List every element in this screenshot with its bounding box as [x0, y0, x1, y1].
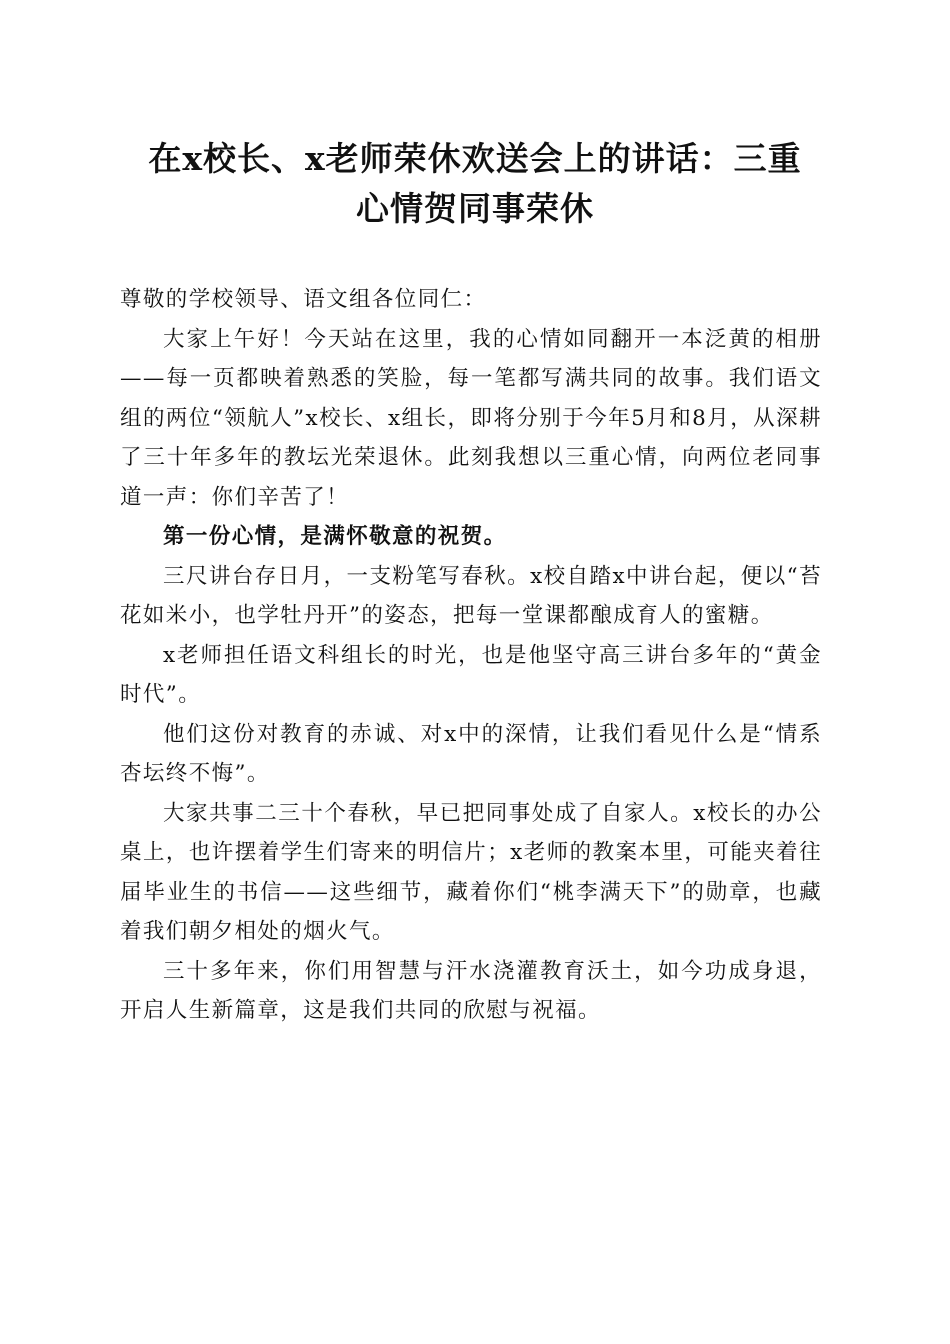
document-body [120, 280, 822, 1031]
section-heading-first-feeling: 第一份心情，是满怀敬意的祝贺。 [163, 524, 507, 549]
paragraph-greeting: 大家上午好！今天站在这里，我的心情如同翻开一本泛黄的相册——每一页都映着熟悉的笑脸，每一笔都写满共同的故事。我们语文组的两位“领航人”x校长、x组长，即将分别于今年5月和8月，从深耕了三十年多年的教坛光荣退休。此刻我想以三重心情，向两位老同事道一声：你们辛苦了！ [120, 326, 822, 510]
title-line-2: 心情贺同事荣休 [356, 189, 594, 228]
title-line-1: 在x校长、x老师荣休欢送会上的讲话：三重 [148, 139, 802, 178]
salutation: 尊敬的学校领导、语文组各位同仁： [120, 287, 487, 312]
document-title [110, 134, 840, 234]
paragraph: 三尺讲台存日月，一支粉笔写春秋。x校自踏x中讲台起，便以“苔花如米小，也学牡丹开”的姿态，把每一堂课都酿成育人的蜜糖。 [120, 563, 822, 628]
paragraph: x老师担任语文科组长的时光，也是他坚守高三讲台多年的“黄金时代”。 [120, 642, 822, 707]
paragraph: 三十多年来，你们用智慧与汗水浇灌教育沃土，如今功成身退，开启人生新篇章，这是我们共同的欣慰与祝福。 [120, 958, 822, 1023]
paragraph: 他们这份对教育的赤诚、对x中的深情，让我们看见什么是“情系杏坛终不悔”。 [120, 721, 822, 786]
paragraph: 大家共事二三十个春秋，早已把同事处成了自家人。x校长的办公桌上，也许摆着学生们寄来的明信片；x老师的教案本里，可能夹着往届毕业生的书信——这些细节，藏着你们“桃李满天下”的勋章，也藏着我们朝夕相处的烟火气。 [120, 800, 822, 944]
